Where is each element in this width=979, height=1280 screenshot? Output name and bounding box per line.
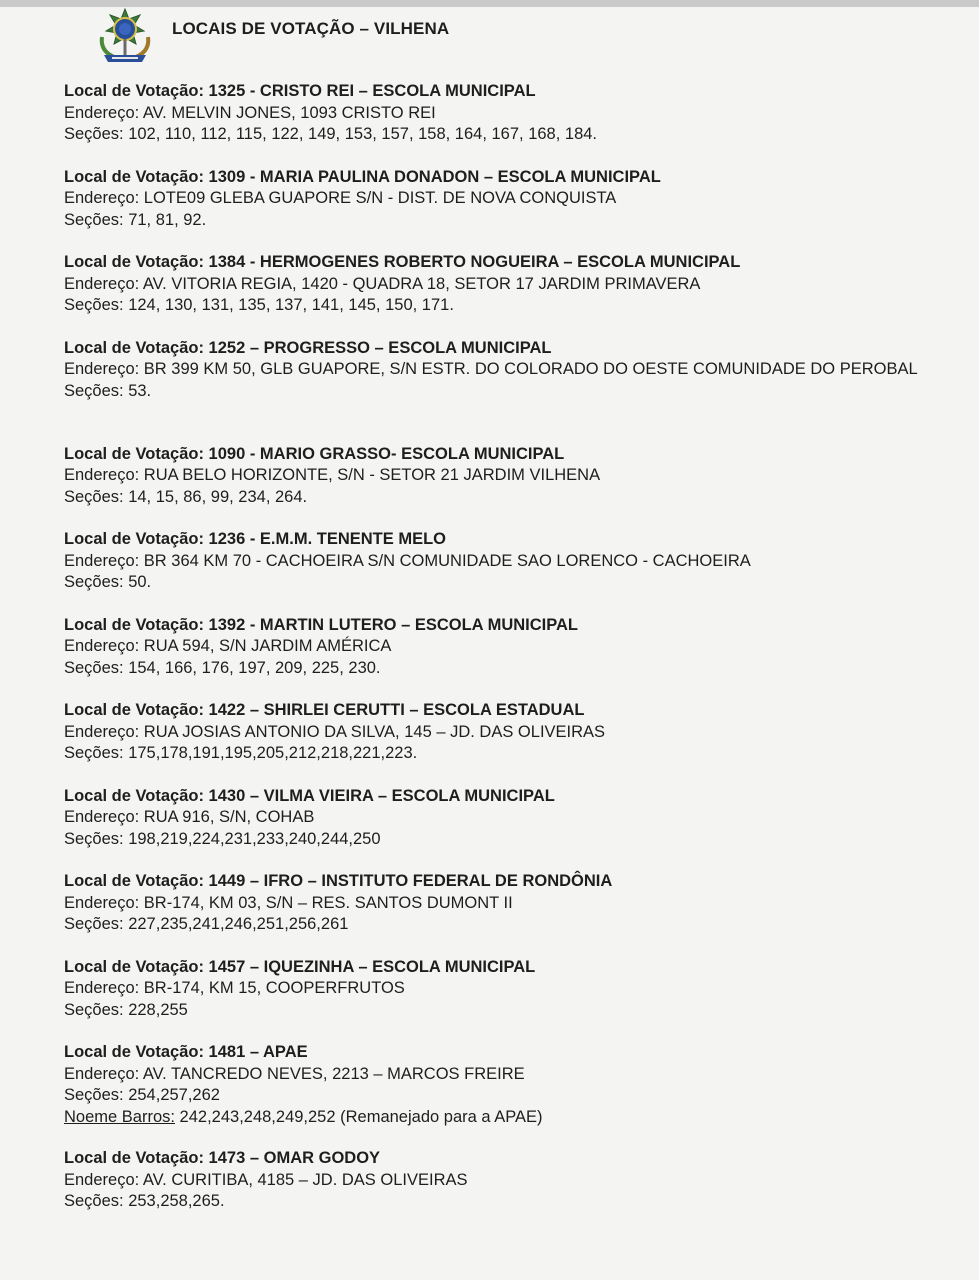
top-edge-strip [0,0,979,7]
polling-place-heading: Local de Votação: 1252 – PROGRESSO – ESCOLA MUNICIPAL [64,338,552,357]
polling-place-entry [64,1042,944,1148]
polling-place-address: Endereço: AV. MELVIN JONES, 1093 CRISTO REI [64,103,436,122]
polling-place-sections: Seções: 50. [64,573,152,591]
polling-place-heading: Local de Votação: 1392 - MARTIN LUTERO – ESCOLA MUNICIPAL [64,615,579,634]
polling-place-sections: Seções: 102, 110, 112, 115, 122, 149, 153, 157, 158, 164, 167, 168, 184. [64,125,598,143]
polling-places-list [64,81,944,1234]
polling-place-heading: Local de Votação: 1325 - CRISTO REI – ESCOLA MUNICIPAL [64,82,536,100]
polling-place-address: Endereço: RUA 916, S/N, COHAB [64,808,315,826]
polling-place-entry [64,615,944,701]
polling-place-entry [64,786,944,872]
polling-place-sections: Seções: 253,258,265. [64,1192,225,1210]
polling-place-entry [64,252,944,338]
polling-place-address: Endereço: RUA JOSIAS ANTONIO DA SILVA, 145 – JD. DAS OLIVEIRAS [64,722,606,741]
polling-place-heading: Local de Votação: 1422 – SHIRLEI CERUTTI – ESCOLA ESTADUAL [64,701,585,719]
polling-place-heading: Local de Votação: 1309 - MARIA PAULINA DONADON – ESCOLA MUNICIPAL [64,167,661,186]
polling-place-entry [64,338,944,444]
polling-place-heading: Local de Votação: 1236 - E.M.M. TENENTE MELO [64,530,447,548]
polling-place-sections: Seções: 14, 15, 86, 99, 234, 264. [64,487,308,506]
polling-place-entry [64,529,944,615]
polling-place-address: Endereço: BR-174, KM 03, S/N – RES. SANTOS DUMONT II [64,893,513,912]
relocation-note-text: 242,243,248,249,252 (Remanejado para a APAE) [174,1107,543,1126]
polling-place-sections: Seções: 53. [64,381,152,400]
polling-place-entry [64,1148,944,1234]
polling-place-address: Endereço: BR 364 KM 70 - CACHOEIRA S/N COMUNIDADE SAO LORENCO - CACHOEIRA [64,551,751,570]
polling-place-entry [64,700,944,786]
polling-place-address: Endereço: AV. CURITIBA, 4185 – JD. DAS OLIVEIRAS [64,1170,468,1189]
polling-place-heading: Local de Votação: 1481 – APAE [64,1043,308,1061]
relocation-note [64,1107,944,1129]
polling-place-heading: Local de Votação: 1430 – VILMA VIEIRA – ESCOLA MUNICIPAL [64,786,555,805]
polling-place-entry [64,444,944,530]
polling-place-address: Endereço: RUA BELO HORIZONTE, S/N - SETOR 21 JARDIM VILHENA [64,466,601,484]
document-header [90,7,449,65]
polling-place-address: Endereço: AV. TANCREDO NEVES, 2213 – MARCOS FREIRE [64,1064,525,1083]
document-title: LOCAIS DE VOTAÇÃO – VILHENA [172,19,450,38]
polling-place-sections: Seções: 198,219,224,231,233,240,244,250 [64,829,381,848]
polling-place-sections: Seções: 227,235,241,246,251,256,261 [64,915,349,933]
polling-place-sections: Seções: 175,178,191,195,205,212,218,221,223. [64,744,418,762]
polling-place-address: Endereço: BR-174, KM 15, COOPERFRUTOS [64,979,405,997]
polling-place-sections: Seções: 154, 166, 176, 197, 209, 225, 230. [64,658,381,677]
polling-place-heading: Local de Votação: 1449 – IFRO – INSTITUTO FEDERAL DE RONDÔNIA [64,872,613,890]
polling-place-heading: Local de Votação: 1473 – OMAR GODOY [64,1149,381,1167]
relocation-note-label: Noeme Barros: [64,1107,175,1126]
brazil-coat-of-arms-icon [90,7,160,65]
polling-place-heading: Local de Votação: 1384 - HERMOGENES ROBERTO NOGUEIRA – ESCOLA MUNICIPAL [64,253,741,271]
polling-place-address: Endereço: LOTE09 GLEBA GUAPORE S/N - DIST. DE NOVA CONQUISTA [64,189,617,207]
polling-place-heading: Local de Votação: 1090 - MARIO GRASSO- ESCOLA MUNICIPAL [64,444,565,463]
polling-place-sections: Seções: 71, 81, 92. [64,210,207,229]
polling-place-address: Endereço: RUA 594, S/N JARDIM AMÉRICA [64,637,392,655]
polling-place-entry [64,957,944,1043]
polling-place-sections: Seções: 228,255 [64,1000,188,1019]
polling-place-entry [64,81,944,167]
polling-place-entry [64,871,944,957]
polling-place-sections: Seções: 254,257,262 [64,1086,220,1104]
polling-place-address: Endereço: AV. VITORIA REGIA, 1420 - QUADRA 18, SETOR 17 JARDIM PRIMAVERA [64,274,701,293]
polling-place-entry [64,167,944,253]
polling-place-sections: Seções: 124, 130, 131, 135, 137, 141, 145, 150, 171. [64,296,454,314]
polling-place-address: Endereço: BR 399 KM 50, GLB GUAPORE, S/N ESTR. DO COLORADO DO OESTE COMUNIDADE DO PEROBAL [64,360,918,378]
polling-place-heading: Local de Votação: 1457 – IQUEZINHA – ESCOLA MUNICIPAL [64,957,536,976]
